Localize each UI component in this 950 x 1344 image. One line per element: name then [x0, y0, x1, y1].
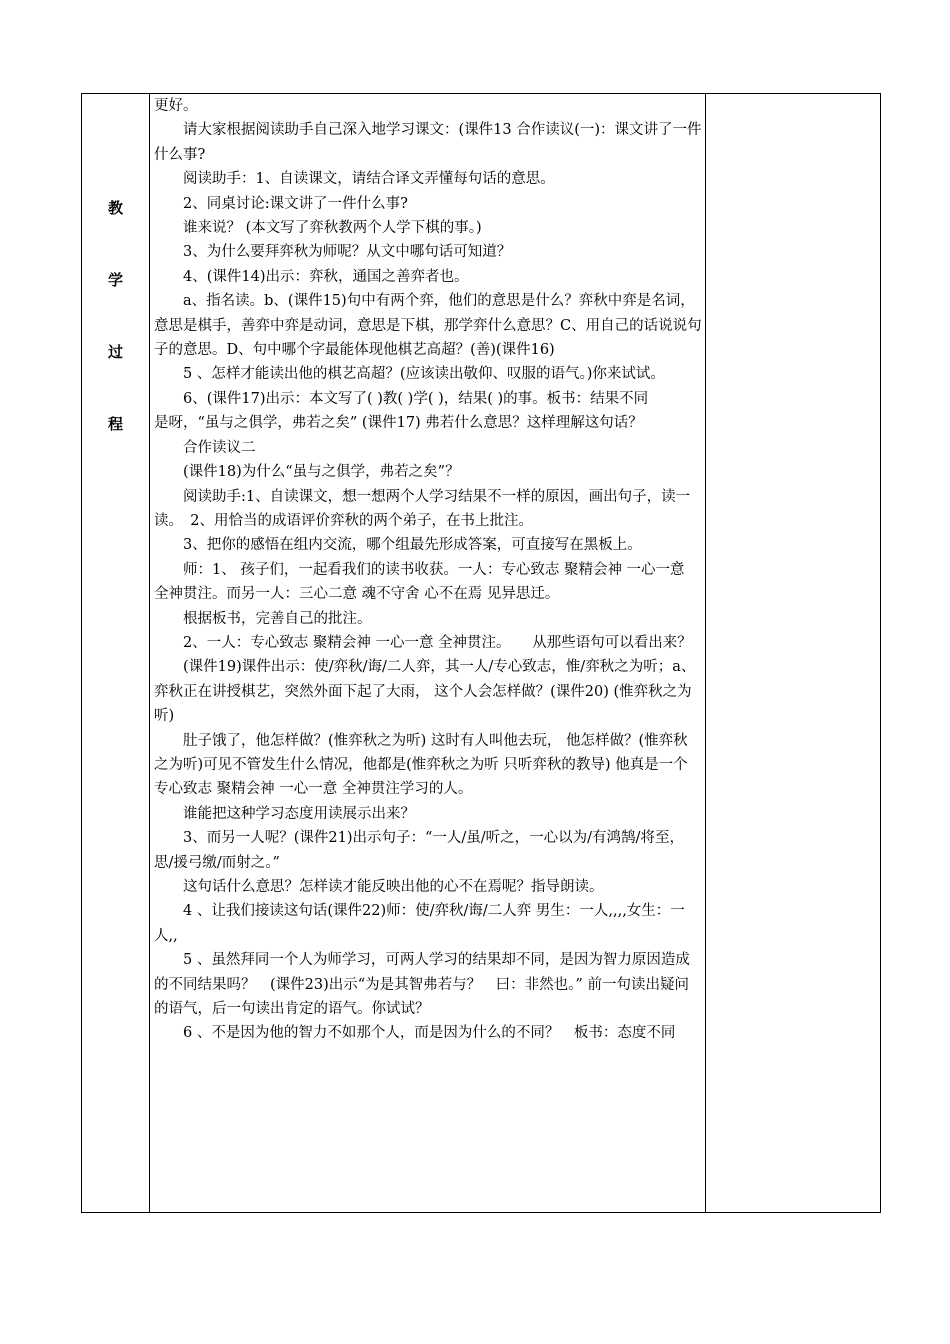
content-paragraph: 谁能把这种学习态度用读展示出来？ [183, 805, 415, 822]
content-paragraph: 肚子饿了，他怎样做？(惟弈秋之为听) 这时有人叫他去玩， 他怎样做？(惟弈秋之为听)可见不管发生什么情况，他都是(惟弈秋之为听 只听弈秋的教导) 他真是一个专心致志 聚精会神 一心一意 全神贯注学习的人。 [154, 732, 688, 798]
row-label-teaching-process [82, 198, 149, 486]
content-paragraph: 师：1、 孩子们，一起看我们的读书收获。一人：专心致志 聚精会神 一心一意 全神贯注。而另一人：三心二意 魂不守舍 心不在焉 见异思迁。 [154, 561, 685, 603]
content-paragraph: 根据板书，完善自己的批注。 [183, 610, 372, 627]
content-paragraph: 3、为什么要拜弈秋为师呢？从文中哪句话可知道？ [183, 244, 512, 261]
content-paragraph: 阅读助手:1、自读课文，想一想两个人学习结果不一样的原因，画出句子，读一读。 2、用恰当的成语评价弈秋的两个弟子，在书上批注。 [154, 488, 691, 529]
content-paragraph: a、指名读。b、(课件15)句中有两个弈，他们的意思是什么？弈秋中弈是名词，意思是棋手，善弈中弈是动词，意思是下棋，那学弈什么意思？C、用自己的话说说句子的意思。D、句中哪个字最能体现他棋艺高超？(善)(课件16) [154, 293, 702, 359]
content-paragraph: 合作读议二 [183, 439, 256, 456]
content-paragraph: 3、而另一人呢？(课件21)出示句子：“一人/虽/听之，一心以为/有鸿鹄/将至，思/援弓缴/而射之。” [154, 830, 684, 871]
row-label-char: 程 [107, 415, 123, 433]
content-paragraph: 3、把你的感悟在组内交流，哪个组最先形成答案，可直接写在黑板上。 [183, 537, 642, 554]
content-paragraph: (课件19)课件出示：使/弈秋/诲/二人弈，其一人/专心致志，惟/弈秋之为听；a、弈秋正在讲授棋艺，突然外面下起了大雨， 这个人会怎样做？(课件20) (惟弈秋之为听) [154, 659, 696, 725]
content-paragraph: 2、一人：专心致志 聚精会神 一心一意 全神贯注。 从那些语句可以看出来？ [183, 634, 692, 651]
content-paragraph: 2、同桌讨论:课文讲了一件什么事? [183, 195, 408, 212]
row-label-char: 教 [107, 199, 123, 217]
row-label-char: 过 [107, 343, 123, 361]
content-paragraph: 请大家根据阅读助手自己深入地学习课文：(课件13 合作读议(一)：课文讲了一件什么事? [154, 122, 702, 163]
content-paragraph: 5 、虽然拜同一个人为师学习，可两人学习的结果却不同，是因为智力原因造成的不同结果吗？ (课件23)出示“为是其智弗若与？ 曰：非然也。” 前一句读出疑问的语气，后一句读出肯定的语气。你试试？ [154, 952, 690, 1018]
column-divider [149, 94, 150, 1212]
content-paragraph: (课件18)为什么“虽与之俱学，弗若之矣”？ [183, 464, 460, 481]
content-paragraph: 6 、不是因为他的智力不如那个人，而是因为什么的不同？ 板书：态度不同 [183, 1025, 676, 1042]
content-paragraph: 更好。 [154, 98, 198, 114]
content-paragraph: 4 、让我们接读这句话(课件22)师：使/弈秋/诲/二人弈 男生：一人,,,,女生：一人,, [154, 903, 685, 944]
notes-column [706, 94, 880, 1212]
row-label-char: 学 [107, 271, 123, 289]
content-paragraph: 这句话什么意思？怎样读才能反映出他的心不在焉呢？指导朗读。 [183, 879, 604, 895]
lesson-plan-table [81, 93, 881, 1213]
content-paragraph: 5 、怎样才能读出他的棋艺高超？(应该读出敬仰、叹服的语气。)你来试试。 [183, 366, 665, 383]
content-paragraph: 6、(课件17)出示：本文写了( )教( )学( )，结果( )的事。板书：结果不同 是呀，“虽与之俱学，弗若之矣” (课件17) 弗若什么意思？这样理解这句话？ [154, 390, 692, 432]
content-paragraph: 阅读助手：1、自读课文，请结合译文弄懂每句话的意思。 [183, 171, 555, 188]
content-paragraph: 谁来说？ (本文写了弈秋教两个人学下棋的事。) [183, 220, 482, 237]
teaching-content [154, 94, 702, 1046]
content-paragraph: 4、(课件14)出示：弈秋，通国之善弈者也。 [183, 268, 469, 285]
